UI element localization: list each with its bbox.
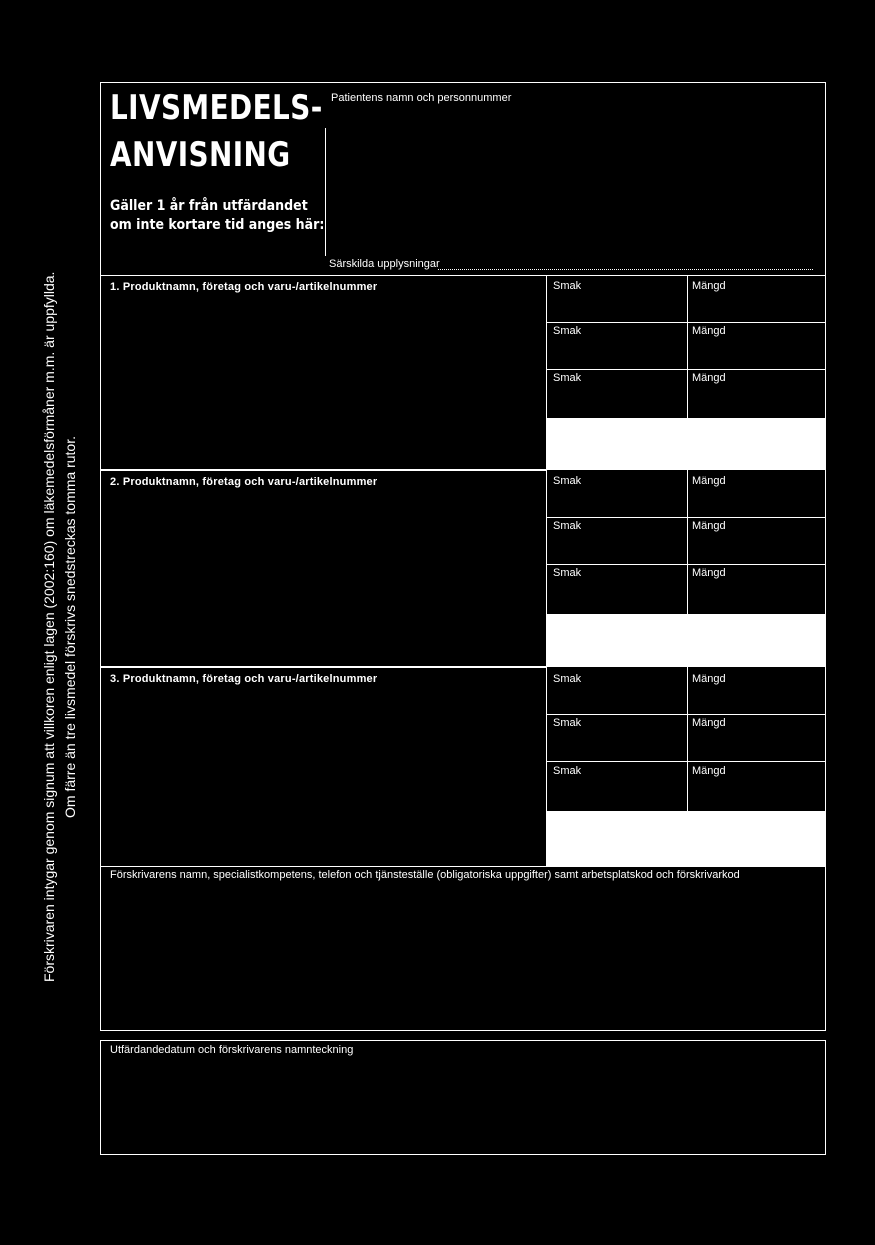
products-column-divider xyxy=(546,275,547,867)
side-text-line2: Om färre än tre livsmedel förskrivs snedstreckas tomma rutor. xyxy=(62,436,78,818)
header-divider xyxy=(325,128,326,256)
product-2-label: 2. Produktnamn, företag och varu-/artikelnummer xyxy=(110,476,378,488)
validity-line1: Gäller 1 år från utfärdandet xyxy=(110,198,308,214)
side-text-line1: Förskrivaren intygar genom signum att villkoren enligt lagen (2002:160) om läkemedelsförmåner m.m. är uppfyllda. xyxy=(41,271,57,982)
product-2-smak-2: Smak xyxy=(553,520,582,532)
special-info-label: Särskilda upplysningar xyxy=(329,258,440,270)
special-info-field[interactable] xyxy=(438,269,813,270)
product-1-mangd-3: Mängd xyxy=(692,372,726,384)
validity-line2: om inte kortare tid anges här: xyxy=(110,217,325,233)
product-3-smak-1: Smak xyxy=(553,673,582,685)
prescriber-label: Förskrivarens namn, specialistkompetens, telefon och tjänsteställe (obligatoriska uppgifter) samt arbetsplatskod och förskrivarkod xyxy=(110,869,740,881)
product-2-mangd-1: Mängd xyxy=(692,475,726,487)
product-3-smak-3: Smak xyxy=(553,765,582,777)
product-1-smak-1: Smak xyxy=(553,280,582,292)
form-title-line2: ANVISNING xyxy=(110,135,291,175)
product-1-smak-3: Smak xyxy=(553,372,582,384)
product-2-blank-box xyxy=(547,614,826,667)
signature-label: Utfärdandedatum och förskrivarens namnteckning xyxy=(110,1044,354,1056)
form-title-line1: LIVSMEDELS- xyxy=(110,88,323,128)
product-2-smak-1: Smak xyxy=(553,475,582,487)
product-2-mangd-3: Mängd xyxy=(692,567,726,579)
product-1-blank-box xyxy=(547,418,826,470)
product-3-smak-2: Smak xyxy=(553,717,582,729)
product-1-mangd-2: Mängd xyxy=(692,325,726,337)
product-3-mangd-1: Mängd xyxy=(692,673,726,685)
product-3-mangd-3: Mängd xyxy=(692,765,726,777)
product-1-label: 1. Produktnamn, företag och varu-/artikelnummer xyxy=(110,281,378,293)
product-1-mangd-1: Mängd xyxy=(692,280,726,292)
product-3-mangd-2: Mängd xyxy=(692,717,726,729)
product-2-smak-3: Smak xyxy=(553,567,582,579)
prescriber-section xyxy=(100,866,826,1031)
product-3-label: 3. Produktnamn, företag och varu-/artikelnummer xyxy=(110,673,378,685)
product-3-blank-box xyxy=(547,811,826,866)
patient-name-label: Patientens namn och personnummer xyxy=(331,92,512,104)
product-1-smak-2: Smak xyxy=(553,325,582,337)
product-2-mangd-2: Mängd xyxy=(692,520,726,532)
signature-section xyxy=(100,1040,826,1155)
